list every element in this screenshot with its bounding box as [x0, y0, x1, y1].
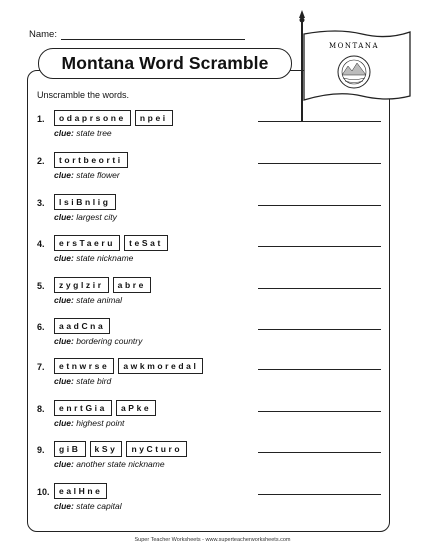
scrambled-words [54, 277, 151, 293]
clue-text: another state nickname [76, 459, 165, 469]
scrambled-words [54, 194, 116, 210]
scrambled-words [54, 235, 168, 251]
question-item [37, 400, 387, 434]
clue [54, 170, 120, 180]
scrambled-words [54, 441, 187, 457]
question-number: 6. [37, 322, 45, 332]
question-item [37, 358, 387, 392]
scrambled-words [54, 110, 173, 126]
scrambled-word: lsiBnlig [54, 194, 116, 210]
scrambled-word: zyglzir [54, 277, 109, 293]
scrambled-words [54, 152, 128, 168]
title-banner [38, 48, 292, 79]
question-number: 4. [37, 239, 45, 249]
scrambled-words [54, 400, 156, 416]
answer-line[interactable] [258, 205, 381, 206]
clue-label: clue: [54, 128, 74, 138]
clue-text: state bird [76, 376, 112, 386]
question-item [37, 235, 387, 269]
question-number: 2. [37, 156, 45, 166]
clue-label: clue: [54, 418, 74, 428]
scrambled-word: odaprsone [54, 110, 131, 126]
answer-line[interactable] [258, 246, 381, 247]
name-label: Name: [29, 29, 57, 40]
clue [54, 418, 124, 428]
scrambled-word: teSat [124, 235, 168, 251]
answer-line[interactable] [258, 288, 381, 289]
footer: Super Teacher Worksheets - www.superteacherworksheets.com [134, 537, 291, 543]
state-seal-icon [338, 56, 370, 88]
question-item [37, 110, 387, 144]
clue-label: clue: [54, 336, 74, 346]
scrambled-word: aadCna [54, 318, 110, 334]
scrambled-words [54, 358, 203, 374]
clue-label: clue: [54, 295, 74, 305]
question-number: 10. [37, 487, 50, 497]
scrambled-word: abre [113, 277, 151, 293]
scrambled-word: enrtGia [54, 400, 112, 416]
clue [54, 295, 122, 305]
clue [54, 376, 111, 386]
clue-label: clue: [54, 501, 74, 511]
scrambled-word: npei [135, 110, 173, 126]
clue-text: bordering country [76, 336, 143, 346]
scrambled-word: etnwrse [54, 358, 114, 374]
clue-text: highest point [76, 418, 125, 428]
name-line[interactable] [61, 39, 245, 40]
answer-line[interactable] [258, 411, 381, 412]
question-item [37, 277, 387, 311]
clue-text: state nickname [76, 253, 134, 263]
page-title: Montana Word Scramble [61, 53, 269, 73]
answer-line[interactable] [258, 369, 381, 370]
question-number: 3. [37, 198, 45, 208]
scrambled-word: awkmoredal [118, 358, 203, 374]
clue-label: clue: [54, 170, 74, 180]
clue-label: clue: [54, 376, 74, 386]
clue-text: state flower [76, 170, 120, 180]
question-number: 9. [37, 445, 45, 455]
question-number: 1. [37, 114, 45, 124]
clue-text: state animal [76, 295, 123, 305]
flag-label: MONTANA [328, 42, 380, 50]
question-item [37, 194, 387, 228]
clue-text: largest city [76, 212, 117, 222]
answer-line[interactable] [258, 121, 381, 122]
question-number: 7. [37, 362, 45, 372]
clue [54, 253, 133, 263]
montana-flag-icon [292, 10, 412, 122]
question-item [37, 318, 387, 352]
clue [54, 459, 165, 469]
clue-label: clue: [54, 459, 74, 469]
question-item [37, 483, 387, 517]
question-number: 8. [37, 404, 45, 414]
scrambled-word: ersTaeru [54, 235, 120, 251]
scrambled-word: nyCturo [126, 441, 187, 457]
clue [54, 128, 112, 138]
scrambled-words [54, 483, 107, 499]
clue [54, 501, 122, 511]
answer-line[interactable] [258, 494, 381, 495]
answer-line[interactable] [258, 452, 381, 453]
clue-text: state capital [76, 501, 122, 511]
scrambled-words [54, 318, 110, 334]
answer-line[interactable] [258, 329, 381, 330]
scrambled-word: aPke [116, 400, 156, 416]
scrambled-word: ealHne [54, 483, 107, 499]
scrambled-word: kSy [90, 441, 123, 457]
answer-line[interactable] [258, 163, 381, 164]
question-item [37, 152, 387, 186]
question-number: 5. [37, 281, 45, 291]
scrambled-word: giB [54, 441, 86, 457]
question-item [37, 441, 387, 475]
clue-label: clue: [54, 253, 74, 263]
clue-label: clue: [54, 212, 74, 222]
clue [54, 336, 142, 346]
instructions: Unscramble the words. [37, 90, 130, 100]
clue-text: state tree [76, 128, 112, 138]
scrambled-word: tortbeorti [54, 152, 128, 168]
clue [54, 212, 117, 222]
